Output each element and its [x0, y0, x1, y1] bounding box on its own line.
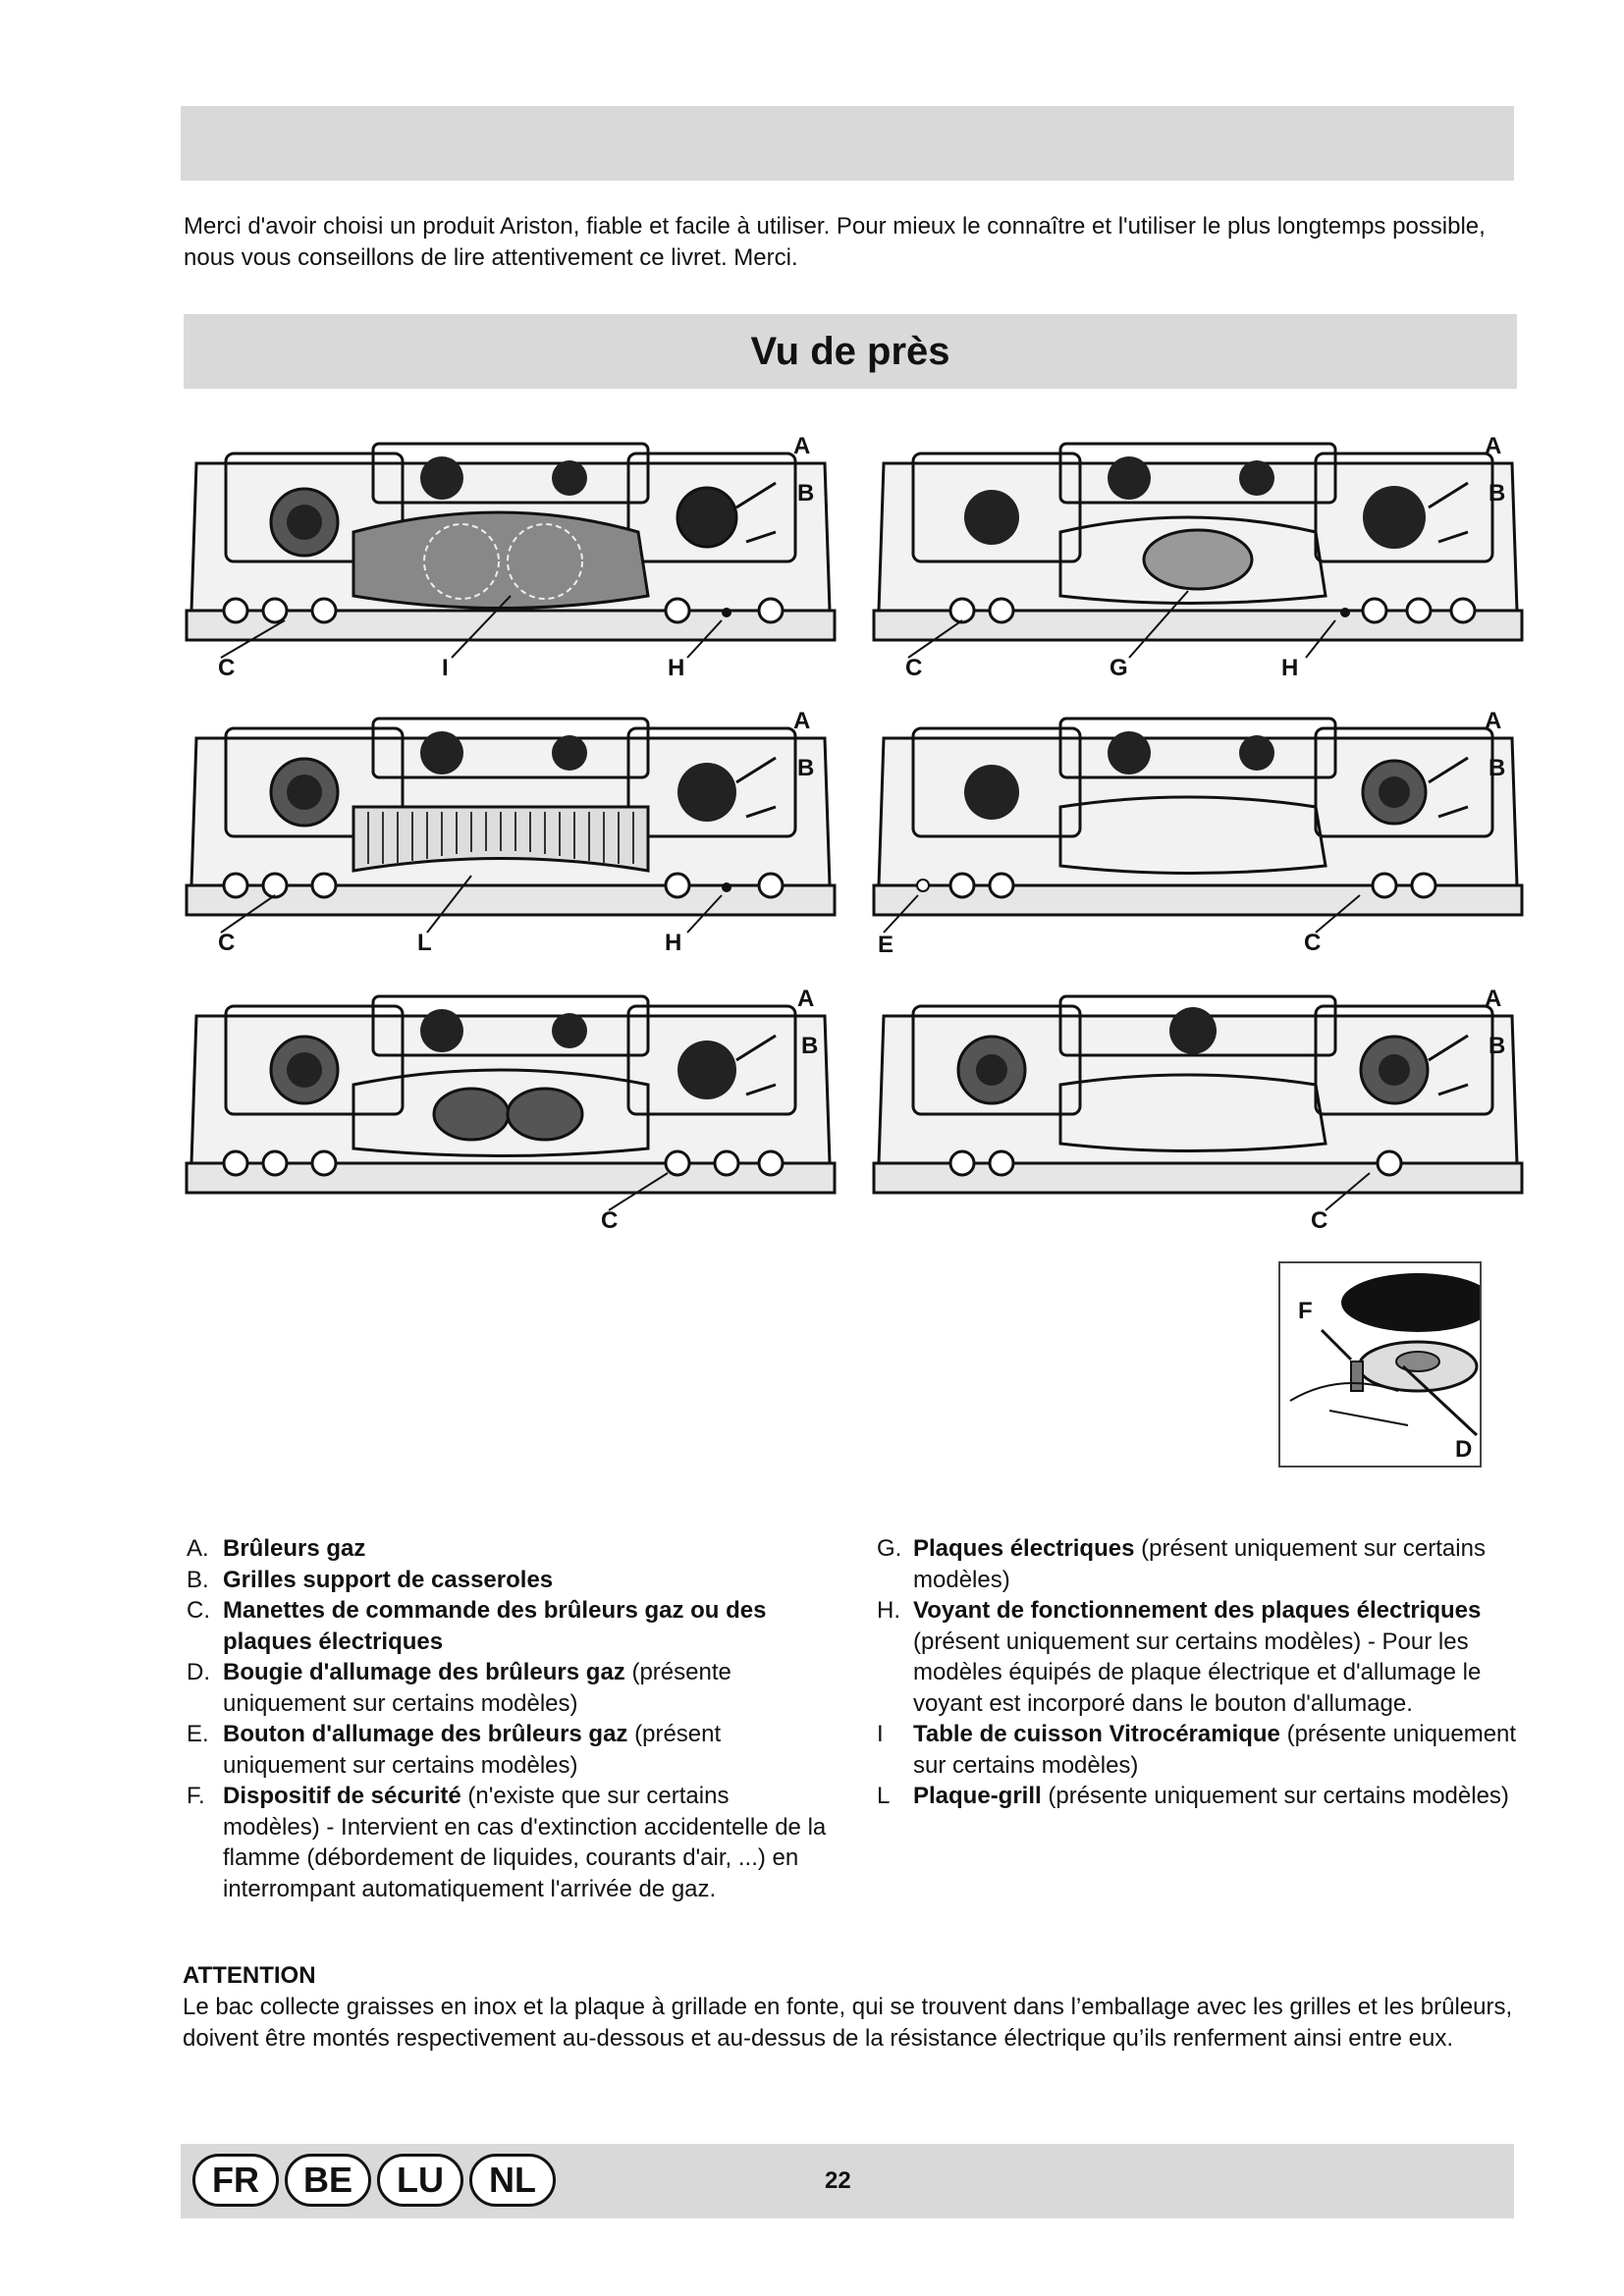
- label-H: H: [665, 930, 682, 956]
- hob-diagram-vitro: [177, 424, 844, 689]
- label-C: C: [1311, 1207, 1328, 1234]
- legend-left-column: [187, 1533, 830, 1904]
- gas-burner: [271, 489, 338, 556]
- attention-title: ATTENTION: [183, 1962, 316, 1989]
- legend-item: H. Voyant de fonctionnement des plaques électriques (présent uniquement sur certains modèles) - Pour les modèles équipés de plaque électrique et d'allumage le voyant est incorporé dans le bouton d'allumage.: [877, 1597, 1482, 1717]
- legend-item: D. Bougie d'allumage des brûleurs gaz (présente uniquement sur certains modèles): [187, 1659, 731, 1717]
- legend-item: F. Dispositif de sécurité (n'existe que sur certains modèles) - Intervient en cas d'extinction accidentelle de la flamme (débordement de liquides, courants d'air, ...) en interrompant automatiquement l'arrivée de gaz.: [187, 1783, 827, 1902]
- hob-diagram-grill: [177, 699, 844, 964]
- legend-right-column: [877, 1533, 1525, 1812]
- label-B: B: [797, 755, 815, 781]
- legend-item: A. Brûleurs gaz: [187, 1535, 366, 1562]
- label-A: A: [793, 708, 811, 734]
- legend-item: E. Bouton d'allumage des brûleurs gaz (présent uniquement sur certains modèles): [187, 1721, 722, 1779]
- legend-item: L Plaque-grill (présente uniquement sur certains modèles): [877, 1783, 1509, 1809]
- label-A: A: [797, 986, 815, 1012]
- language-badge-nl: NL: [469, 2154, 556, 2207]
- language-badges: [192, 2154, 556, 2207]
- label-D: D: [1455, 1436, 1473, 1463]
- language-badge-fr: FR: [192, 2154, 279, 2207]
- page-number: 22: [825, 2167, 851, 2194]
- language-badge-lu: LU: [377, 2154, 463, 2207]
- legend-item: G. Plaques électriques (présent uniquement sur certains modèles): [877, 1535, 1486, 1593]
- burner-cap: [1341, 1273, 1480, 1332]
- attention-note: [183, 1960, 1526, 2055]
- label-C: C: [905, 655, 923, 681]
- section-title-bar: [184, 314, 1517, 389]
- label-B: B: [1489, 480, 1506, 507]
- burner-detail-inset: [1278, 1261, 1482, 1468]
- label-L: L: [417, 930, 432, 956]
- legend-item: I Table de cuisson Vitrocéramique (présente uniquement sur certains modèles): [877, 1721, 1517, 1779]
- safety-device: [1351, 1362, 1363, 1391]
- vitroceramic-zone: [353, 512, 648, 609]
- ignition-button: [917, 880, 929, 891]
- legend-item: B. Grilles support de casseroles: [187, 1566, 554, 1593]
- header-bar: [181, 106, 1514, 181]
- label-A: A: [1485, 433, 1502, 459]
- label-A: A: [793, 433, 811, 459]
- label-B: B: [801, 1033, 819, 1059]
- hob-diagram-plate: [864, 424, 1532, 689]
- label-B: B: [797, 480, 815, 507]
- legend-item: C. Manettes de commande des brûleurs gaz ou des plaques électriques: [187, 1597, 767, 1655]
- label-I: I: [442, 655, 449, 681]
- electric-plate: [1144, 530, 1252, 589]
- language-badge-be: BE: [285, 2154, 371, 2207]
- label-C: C: [1304, 930, 1322, 956]
- label-C: C: [218, 655, 236, 681]
- label-H: H: [1281, 655, 1299, 681]
- label-E: E: [878, 932, 894, 958]
- label-C: C: [601, 1207, 619, 1234]
- label-B: B: [1489, 755, 1506, 781]
- attention-text: Le bac collecte graisses en inox et la plaque à grillade en fonte, qui se trouvent dans l’emballage avec les grilles et les brûleurs, doivent être montés respectivement au-dessous et au-dessus de la résistance électrique qu’ils renferment ainsi entre eux.: [183, 1994, 1513, 2052]
- indicator-light: [1340, 608, 1350, 617]
- hob-diagram-burners: [177, 977, 844, 1242]
- indicator-light: [722, 882, 731, 892]
- label-C: C: [218, 930, 236, 956]
- label-G: G: [1110, 655, 1128, 681]
- label-A: A: [1485, 986, 1502, 1012]
- section-title: Vu de près: [750, 329, 950, 373]
- intro-paragraph: Merci d'avoir choisi un produit Ariston, fiable et facile à utiliser. Pour mieux le connaître et l'utiliser le plus longtemps possible, nous vous conseillons de lire attentivement ce livret. Merci.: [184, 213, 1486, 271]
- label-H: H: [668, 655, 685, 681]
- indicator-light: [722, 608, 731, 617]
- hob-diagram-ignition: [864, 699, 1532, 964]
- label-B: B: [1489, 1033, 1506, 1059]
- gas-burner: [677, 488, 736, 547]
- hob-diagram-basic: [864, 977, 1532, 1242]
- label-A: A: [1485, 708, 1502, 734]
- label-F: F: [1298, 1298, 1313, 1324]
